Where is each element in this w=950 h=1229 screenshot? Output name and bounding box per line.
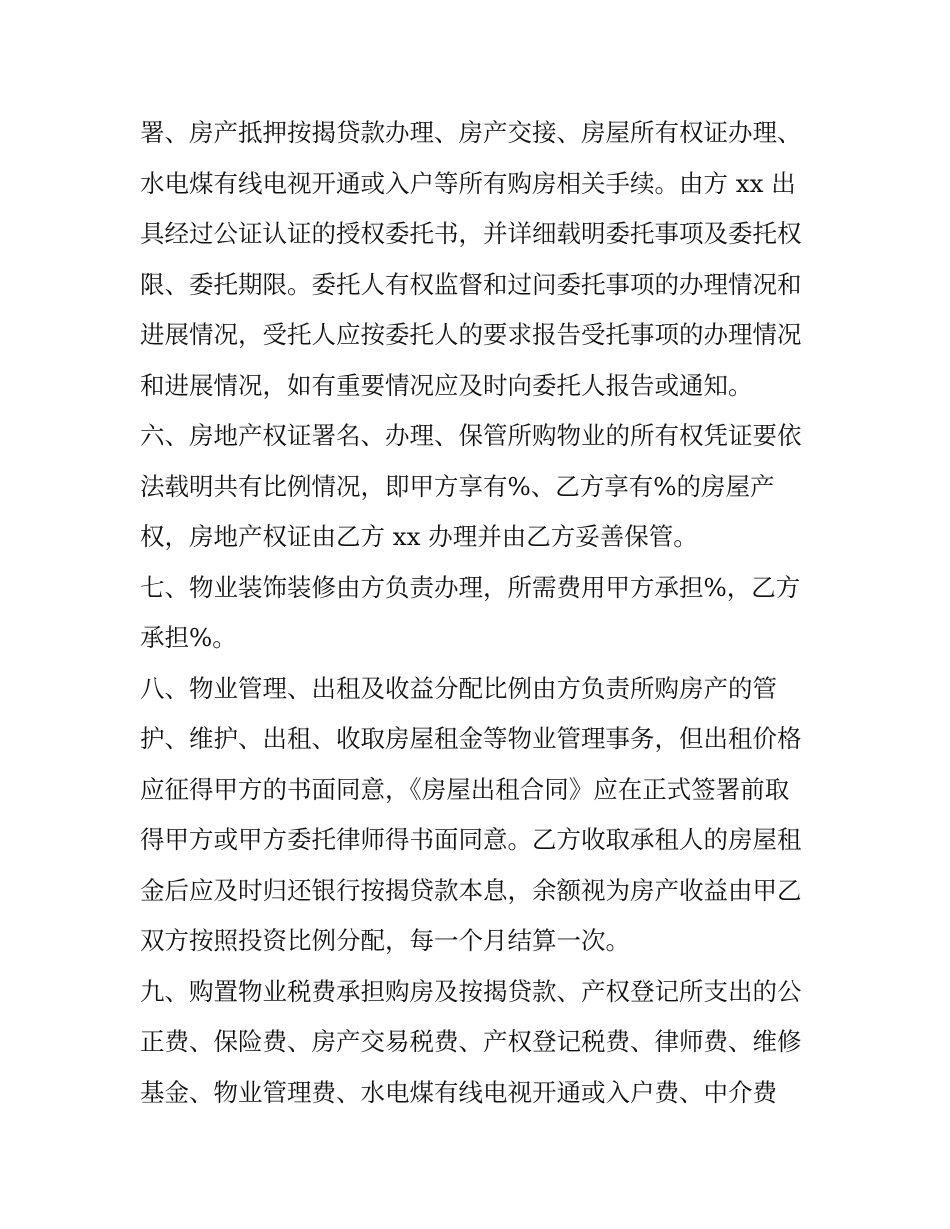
text-line: 双方按照投资比例分配，每一个月结算一次。 [140, 926, 630, 955]
text-line: 和进展情况，如有重要情况应及时向委托人报告或通知。 [140, 370, 753, 400]
text-line: 护、维护、出租、收取房屋租金等物业管理事务，但出租价格 [140, 724, 802, 753]
section-8-heading-line: 八、物业管理、出租及收益分配比例由方负责所购房产的管 [140, 673, 777, 703]
text-line: 水电煤有线电视开通或入户等所有购房相关手续。由方 xx 出 [140, 168, 796, 198]
section-7-heading-line: 七、物业装饰装修由方负责办理，所需费用甲方承担%，乙方 [140, 572, 801, 602]
text-line: 进展情况，受托人应按委托人的要求报告受托事项的办理情况 [140, 320, 802, 349]
text-line: 权，房地产权证由乙方 xx 办理并由乙方妥善保管。 [140, 522, 698, 551]
text-line: 署、房产抵押按揭贷款办理、房产交接、房屋所有权证办理、 [140, 118, 802, 147]
document-page [140, 108, 820, 1118]
text-line: 金后应及时归还银行按揭贷款本息，余额视为房产收益由甲乙 [140, 875, 802, 905]
text-line: 限、委托期限。委托人有权监督和过问委托事项的办理情况和 [140, 269, 802, 299]
text-line: 法载明共有比例情况，即甲方享有%、乙方享有%的房屋产 [140, 471, 775, 501]
text-line: 得甲方或甲方委托律师得书面同意。乙方收取承租人的房屋租 [140, 825, 802, 854]
text-line: 应征得甲方的书面同意，《房屋出租合同》应在正式签署前取 [140, 774, 790, 804]
text-line: 承担%。 [140, 623, 237, 652]
section-9-heading-line: 九、购置物业税费承担购房及按揭贷款、产权登记所支出的公 [140, 976, 802, 1006]
text-line: 正费、保险费、房产交易税费、产权登记税费、律师费、维修 [140, 1027, 802, 1056]
section-6-heading-line: 六、房地产权证署名、办理、保管所购物业的所有权凭证要依 [140, 421, 802, 450]
text-line: 具经过公证认证的授权委托书，并详细载明委托事项及委托权 [140, 219, 802, 248]
text-line: 基金、物业管理费、水电煤有线电视开通或入户费、中介费 [140, 1077, 777, 1107]
